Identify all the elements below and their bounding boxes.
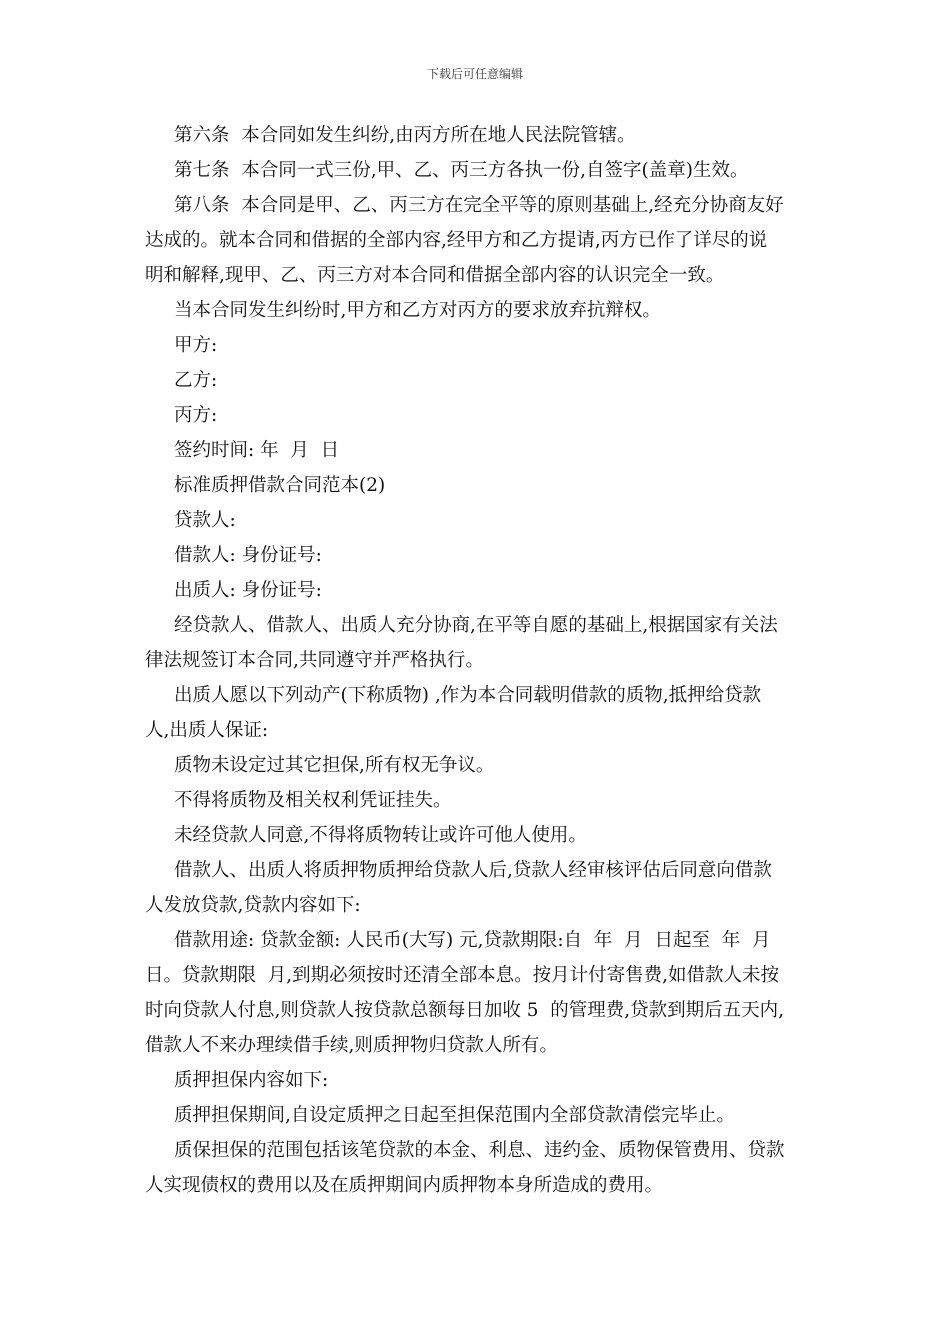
document-line: 人实现债权的费用以及在质押期间内质押物本身所造成的费用。 [145, 1175, 664, 1196]
document-line: 人发放贷款,贷款内容如下: [145, 895, 361, 916]
document-line: 借款人: 身份证号: [174, 545, 322, 566]
document-line: 第八条 本合同是甲、乙、丙三方在完全平等的原则基础上,经充分协商友好 [174, 195, 784, 216]
document-line: 质押担保期间,自设定质押之日起至担保范围内全部贷款清偿完毕止。 [174, 1105, 735, 1126]
document-line: 出质人愿以下列动产(下称质物) ,作为本合同载明借款的质物,抵押给贷款 [174, 685, 762, 706]
document-line: 日。贷款期限 月,到期必须按时还清全部本息。按月计付寄售费,如借款人未按 [145, 965, 780, 986]
document-line: 借款人、出质人将质押物质押给贷款人后,贷款人经审核评估后同意向借款 [174, 860, 772, 881]
document-line: 第六条 本合同如发生纠纷,由丙方所在地人民法院管辖。 [174, 125, 636, 146]
document-line: 丙方: [174, 405, 218, 426]
document-line: 借款人不来办理续借手续,则质押物归贷款人所有。 [145, 1035, 558, 1056]
document-line: 质押担保内容如下: [174, 1070, 329, 1091]
document-line: 质保担保的范围包括该笔贷款的本金、利息、违约金、质物保管费用、贷款 [174, 1140, 785, 1161]
document-line: 标准质押借款合同范本(2) [174, 475, 386, 496]
document-line: 律法规签订本合同,共同遵守并严格执行。 [145, 650, 484, 671]
document-line: 借款用途: 贷款金额: 人民币(大写) 元,贷款期限:自 年 月 日起至 年 月 [174, 930, 771, 951]
page-header-note: 下载后可任意编辑 [426, 67, 523, 81]
document-body [145, 118, 815, 1203]
document-line: 出质人: 身份证号: [174, 580, 322, 601]
document-line: 当本合同发生纠纷时,甲方和乙方对丙方的要求放弃抗辩权。 [174, 300, 661, 321]
document-line: 贷款人: [174, 510, 236, 531]
document-line: 质物未设定过其它担保,所有权无争议。 [174, 755, 495, 776]
document-line: 明和解释,现甲、乙、丙三方对本合同和借据全部内容的认识完全一致。 [145, 265, 725, 286]
document-line: 达成的。就本合同和借据的全部内容,经甲方和乙方提请,丙方已作了详尽的说 [145, 230, 768, 251]
document-line: 时向贷款人付息,则贷款人按贷款总额每日加收 5 的管理费,贷款到期后五天内, [145, 1000, 785, 1021]
document-line: 人,出质人保证: [145, 720, 269, 741]
document-line: 未经贷款人同意,不得将质物转让或许可他人使用。 [174, 825, 587, 846]
document-line: 经贷款人、借款人、出质人充分协商,在平等自愿的基础上,根据国家有关法 [174, 615, 778, 636]
document-line: 甲方: [174, 335, 218, 356]
document-line: 签约时间: 年 月 日 [174, 440, 340, 461]
document-line: 不得将质物及相关权利凭证挂失。 [174, 790, 452, 811]
document-line: 第七条 本合同一式三份,甲、乙、丙三方各执一份,自签字(盖章)生效。 [174, 160, 749, 181]
document-line: 乙方: [174, 370, 218, 391]
